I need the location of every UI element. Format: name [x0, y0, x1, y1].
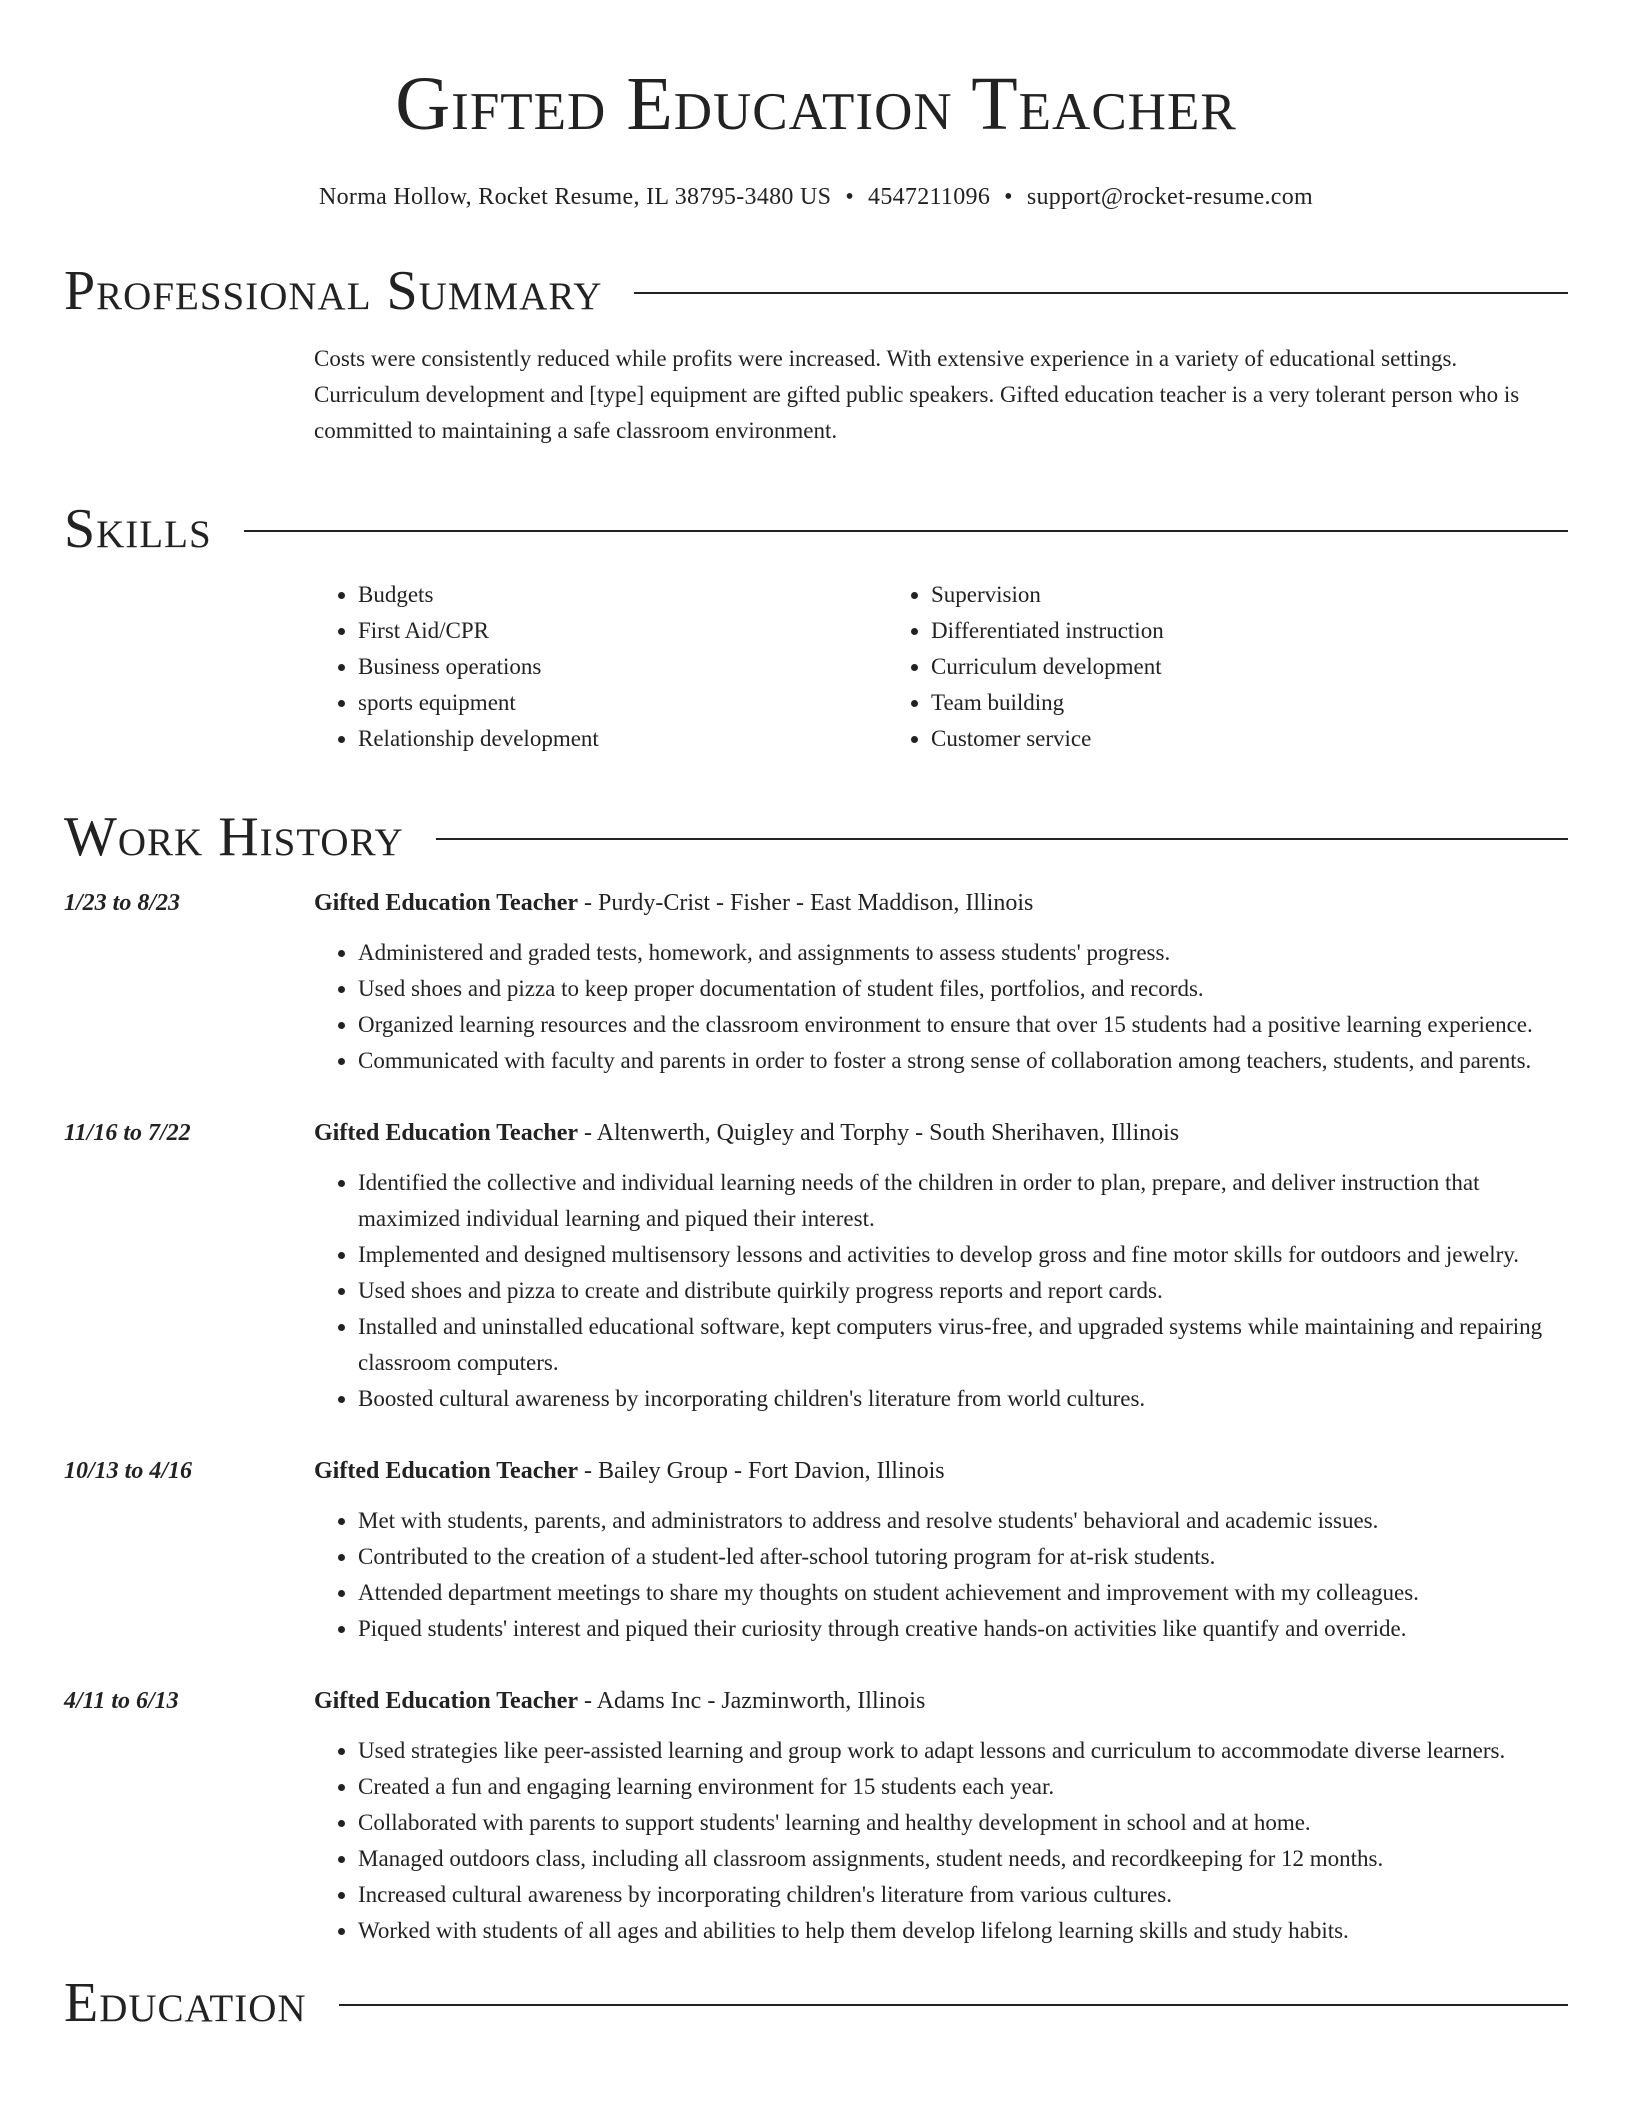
job-bullet: • Organized learning resources and the classroom environment to ensure that over 15 students had a positive learning experience.	[358, 1007, 1568, 1043]
skill-item: • Business operations	[358, 649, 887, 685]
section-title-work: Work History	[64, 806, 404, 868]
job-bullet: • Worked with students of all ages and abilities to help them develop lifelong learning skills and study habits.	[358, 1913, 1568, 1949]
skill-item: • Team building	[931, 685, 1460, 721]
skill-item: • Customer service	[931, 721, 1460, 757]
skill-item: • sports equipment	[358, 685, 887, 721]
section-divider	[634, 292, 1568, 294]
job-dates: 1/23 to 8/23	[64, 890, 181, 916]
section-title-summary: Professional Summary	[64, 260, 603, 322]
job-employer-location: - Purdy-Crist - Fisher - East Maddison, Illinois	[578, 890, 1034, 916]
job-bullets	[314, 1165, 1568, 1417]
job-bullet: • Implemented and designed multisensory lessons and activities to develop gross and fine motor skills for outdoors and jewelry.	[358, 1237, 1568, 1273]
skill-item: • First Aid/CPR	[358, 613, 887, 649]
skill-item: • Curriculum development	[931, 649, 1460, 685]
contact-separator: •	[845, 184, 855, 210]
page-title: Gifted Education Teacher	[395, 62, 1237, 146]
section-header-education	[64, 1971, 1568, 2035]
skills-column-right	[887, 577, 1460, 757]
section-divider	[436, 838, 1568, 840]
job-body	[314, 1115, 1568, 1417]
job-entry	[64, 1453, 1568, 1647]
job-bullets	[314, 935, 1568, 1079]
job-bullet: • Created a fun and engaging learning environment for 15 students each year.	[358, 1769, 1568, 1805]
job-bullet: • Used shoes and pizza to keep proper documentation of student files, portfolios, and records.	[358, 971, 1568, 1007]
section-title-education: Education	[64, 1972, 307, 2034]
job-title: Gifted Education Teacher	[314, 1120, 579, 1146]
job-body	[314, 1683, 1568, 1949]
contact-separator: •	[1004, 184, 1013, 210]
section-title-skills: Skills	[64, 498, 212, 560]
job-employer-location: - Adams Inc - Jazminworth, Illinois	[578, 1688, 926, 1714]
job-bullet: • Increased cultural awareness by incorporating children's literature from various cultures.	[358, 1877, 1568, 1913]
job-entry	[64, 1683, 1568, 1949]
job-employer-location: - Altenwerth, Quigley and Torphy - South Sherihaven, Illinois	[578, 1120, 1180, 1146]
job-bullet: • Met with students, parents, and administrators to address and resolve students' behavioral and academic issues.	[358, 1503, 1568, 1539]
job-dates: 11/16 to 7/22	[64, 1120, 191, 1146]
job-title: Gifted Education Teacher	[314, 1458, 579, 1484]
skill-item: • Differentiated instruction	[931, 613, 1460, 649]
skills-column-left	[314, 577, 887, 757]
job-entry	[64, 1115, 1568, 1417]
job-title: Gifted Education Teacher	[314, 890, 579, 916]
job-bullet: • Administered and graded tests, homework, and assignments to assess students' progress.	[358, 935, 1568, 971]
job-bullet: • Identified the collective and individual learning needs of the children in order to plan, prepare, and deliver instruction that maximized individual learning and piqued their interest.	[358, 1165, 1568, 1237]
contact-address: Norma Hollow, Rocket Resume, IL 38795-3480 US	[318, 184, 832, 210]
job-bullet: • Boosted cultural awareness by incorporating children's literature from world cultures.	[358, 1381, 1568, 1417]
skill-item: • Relationship development	[358, 721, 887, 757]
job-bullet: • Managed outdoors class, including all classroom assignments, student needs, and recordkeeping for 12 months.	[358, 1841, 1568, 1877]
job-title-line	[314, 1683, 1568, 1719]
section-header-summary	[64, 259, 1568, 323]
job-title: Gifted Education Teacher	[314, 1688, 579, 1714]
job-bullet: • Collaborated with parents to support students' learning and healthy development in school and at home.	[358, 1805, 1568, 1841]
job-bullet: • Piqued students' interest and piqued their curiosity through creative hands-on activities like quantify and override.	[358, 1611, 1568, 1647]
job-body	[314, 885, 1568, 1079]
job-bullet: • Used strategies like peer-assisted learning and group work to adapt lessons and curriculum to accommodate diverse learners.	[358, 1733, 1568, 1769]
job-bullet: • Installed and uninstalled educational software, kept computers virus-free, and upgraded systems while maintaining and repairing classroom computers.	[358, 1309, 1568, 1381]
job-employer-location: - Bailey Group - Fort Davion, Illinois	[578, 1458, 945, 1484]
section-header-work	[64, 805, 1568, 869]
work-history-list	[64, 885, 1568, 1949]
job-bullets	[314, 1503, 1568, 1647]
skill-item: • Supervision	[931, 577, 1460, 613]
contact-email: support@rocket-resume.com	[1026, 184, 1314, 210]
job-bullets	[314, 1733, 1568, 1949]
summary-text: Costs were consistently reduced while profits were increased. With extensive experience in a variety of educational settings. Curriculum development and [type] equipment are gifted public speakers. Gifted education teacher is a very tolerant person who is committed to maintaining a safe classroom environment.	[314, 346, 1520, 443]
job-bullet: • Attended department meetings to share my thoughts on student achievement and improvement with my colleagues.	[358, 1575, 1568, 1611]
section-header-skills	[64, 497, 1568, 561]
job-body	[314, 1453, 1568, 1647]
job-title-line	[314, 1115, 1568, 1151]
contact-phone: 4547211096	[868, 184, 991, 210]
skill-item: • Budgets	[358, 577, 887, 613]
job-title-line	[314, 1453, 1568, 1489]
job-title-line	[314, 885, 1568, 921]
section-divider	[339, 2004, 1568, 2006]
job-dates: 10/13 to 4/16	[64, 1458, 193, 1484]
job-bullet: • Communicated with faculty and parents in order to foster a strong sense of collaboration among teachers, students, and parents.	[358, 1043, 1568, 1079]
job-dates: 4/11 to 6/13	[64, 1688, 179, 1714]
job-bullet: • Used shoes and pizza to create and distribute quirkily progress reports and report cards.	[358, 1273, 1568, 1309]
job-entry	[64, 885, 1568, 1079]
skills-list	[314, 577, 1568, 757]
job-bullet: • Contributed to the creation of a student-led after-school tutoring program for at-risk students.	[358, 1539, 1568, 1575]
contact-line	[64, 184, 1568, 211]
section-divider	[244, 530, 1568, 532]
